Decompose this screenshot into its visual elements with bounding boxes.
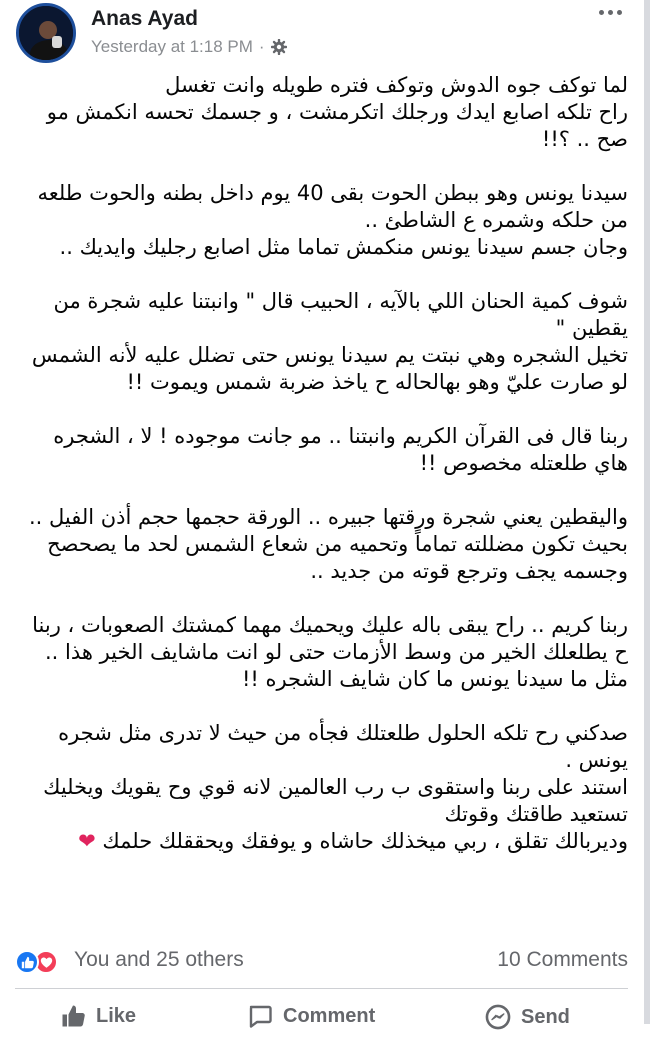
send-label: Send (521, 1005, 570, 1028)
action-bar (0, 1004, 642, 1044)
post-paragraph-1: لما توكف جوه الدوش وتوكف فتره طويله وانت تغسل راح تلكه اصابع ايدك ورجلك اتكرمشت ، و جسمك تحسه انكمش مو صح .. ؟!! (46, 73, 628, 151)
post-paragraph-7-text: صدكني رح تلكه الحلول طلعتلك فجأه من حيث لا تدرى مثل شجره يونس . استند على ربنا واستقوى ب رب العالمين لانه قوي وح يقويك ويخليك تستعيد طاقتك وقوتك وديربالك تقلق ، ربي ميخذلك حاشاه و يوفقك ويحققلك حلمك (43, 721, 628, 853)
post-paragraph-4: ربنا قال فى القرآن الكريم وانبتنا .. مو جانت موجوده ! لا ، الشجره هاي طلعتله مخصوص !! (53, 424, 628, 475)
post-paragraph-2: سيدنا يونس وهو ببطن الحوت بقى 40 يوم داخل بطنه والحوت طلعه من حلكه وشمره ع الشاطئ .. وجان جسم سيدنا يونس منكمش تماما مثل اصابع رجليك وايديك .. (37, 181, 628, 259)
window-edge (644, 0, 650, 1024)
send-button[interactable] (485, 1004, 570, 1030)
post-paragraph-6: ربنا كريم .. راح يبقى باله عليك ويحميك مهما كمشتك الصعوبات ، ربنا ح يطلعلك الخير من وسط الأزمات حتى لو انت ماشايف الخير هذا .. مثل ما سيدنا يونس ما كان شايف الشجره !! (32, 613, 628, 691)
divider (15, 988, 628, 989)
comments-count[interactable]: 10 Comments (497, 948, 628, 971)
comment-icon (247, 1004, 273, 1028)
post-paragraph-5: واليقطين يعني شجرة ورقتها جبيره .. الورقة حجمها حجم أذن الفيل .. بحيث تكون مضللته تماماً وتحميه من شعاع الشمس لحد ما يصحصح وجسمه يجف وترجع قوته من جديد .. (28, 505, 628, 583)
timestamp[interactable]: Yesterday at 1:18 PM (91, 37, 253, 56)
reactions-count[interactable]: You and 25 others (74, 948, 244, 971)
thumbs-up-icon (60, 1004, 86, 1028)
gear-icon[interactable] (271, 39, 287, 55)
meta-separator: · (258, 37, 265, 56)
post-header (0, 0, 642, 66)
comment-button[interactable] (247, 1004, 375, 1028)
post-stats (15, 944, 628, 978)
heart-icon: ❤ (78, 829, 96, 853)
like-reaction-icon[interactable] (15, 950, 39, 974)
author-name[interactable]: Anas Ayad (91, 7, 198, 30)
like-button[interactable] (60, 1004, 136, 1028)
post-body (20, 72, 628, 882)
avatar[interactable] (16, 3, 76, 63)
avatar-photo (19, 6, 76, 63)
comment-label: Comment (283, 1004, 376, 1027)
messenger-icon (485, 1004, 511, 1030)
more-options-icon[interactable] (599, 10, 622, 15)
post-paragraph-3: شوف كمية الحنان اللي بالآيه ، الحبيب قال " وانبتنا عليه شجرة من يقطين " تخيل الشجره وهي نبتت يم سيدنا يونس حتى تضلل عليه لأنه الشمس لو صارت عليّ وهو بهالحاله ح ياخذ ضربة شمس ويموت !! (31, 289, 628, 394)
like-label: Like (96, 1004, 137, 1027)
post-paragraph-7 (20, 720, 628, 855)
post-meta (91, 37, 287, 57)
